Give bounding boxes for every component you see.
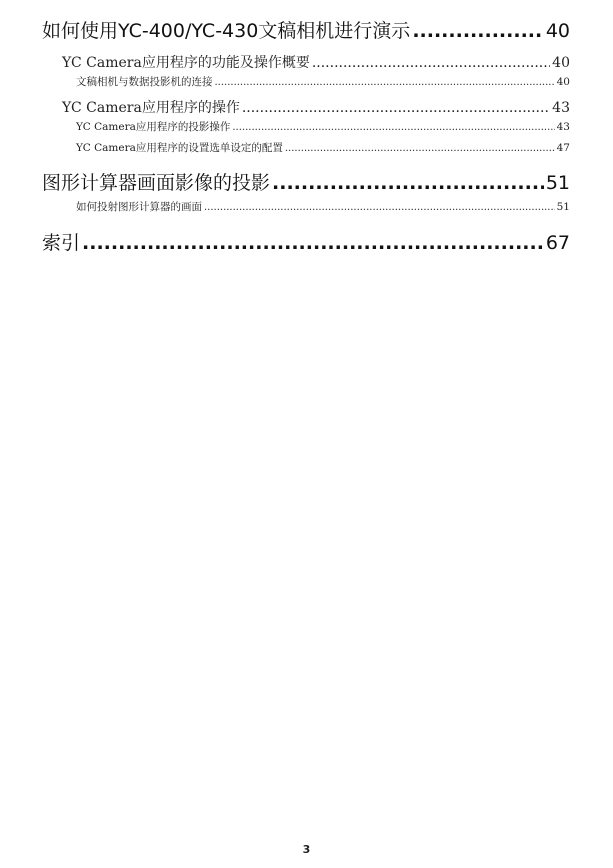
dot-leader bbox=[242, 99, 550, 118]
toc-entry-subsection[interactable] bbox=[42, 120, 570, 135]
toc-entry-title: 如何投射图形计算器的画面 bbox=[76, 201, 202, 213]
toc-entry-page: 40 bbox=[556, 76, 570, 88]
toc-entry-title: 索引 bbox=[42, 232, 81, 254]
toc-entry-page: 40 bbox=[552, 55, 570, 71]
toc-entry-page: 47 bbox=[556, 142, 570, 154]
toc-entry-page: 51 bbox=[545, 172, 570, 194]
toc-entry-section[interactable] bbox=[42, 99, 570, 118]
dot-leader bbox=[82, 230, 544, 256]
dot-leader bbox=[272, 170, 544, 196]
dot-leader bbox=[285, 142, 555, 156]
toc-entry-page: 51 bbox=[556, 201, 570, 213]
toc-entry-page: 67 bbox=[545, 232, 570, 254]
table-of-contents bbox=[42, 18, 570, 256]
toc-entry-section[interactable] bbox=[42, 54, 570, 73]
toc-entry-title: 文稿相机与数据投影机的连接 bbox=[76, 76, 213, 88]
dot-leader bbox=[215, 76, 555, 90]
toc-entry-subsection[interactable] bbox=[42, 200, 570, 215]
toc-entry-chapter[interactable] bbox=[42, 170, 570, 196]
toc-entry-title: YC Camera应用程序的设置选单设定的配置 bbox=[76, 142, 283, 154]
toc-entry-title: 图形计算器画面影像的投影 bbox=[42, 172, 271, 194]
page-number: 3 bbox=[302, 843, 311, 856]
toc-entry-subsection[interactable] bbox=[42, 141, 570, 156]
toc-entry-title: YC Camera应用程序的投影操作 bbox=[76, 121, 231, 133]
toc-entry-chapter[interactable] bbox=[42, 230, 570, 256]
toc-entry-subsection[interactable] bbox=[42, 75, 570, 90]
dot-leader bbox=[412, 18, 544, 44]
toc-entry-page: 43 bbox=[552, 100, 570, 116]
toc-entry-title: YC Camera应用程序的操作 bbox=[62, 100, 240, 116]
toc-entry-chapter[interactable] bbox=[42, 18, 570, 44]
dot-leader bbox=[232, 121, 554, 135]
toc-entry-page: 43 bbox=[556, 121, 570, 133]
dot-leader bbox=[204, 201, 555, 215]
toc-entry-title: YC Camera应用程序的功能及操作概要 bbox=[62, 55, 310, 71]
toc-entry-page: 40 bbox=[545, 20, 570, 42]
dot-leader bbox=[312, 54, 550, 73]
toc-entry-title: 如何使用YC-400/YC-430文稿相机进行演示 bbox=[42, 20, 411, 42]
